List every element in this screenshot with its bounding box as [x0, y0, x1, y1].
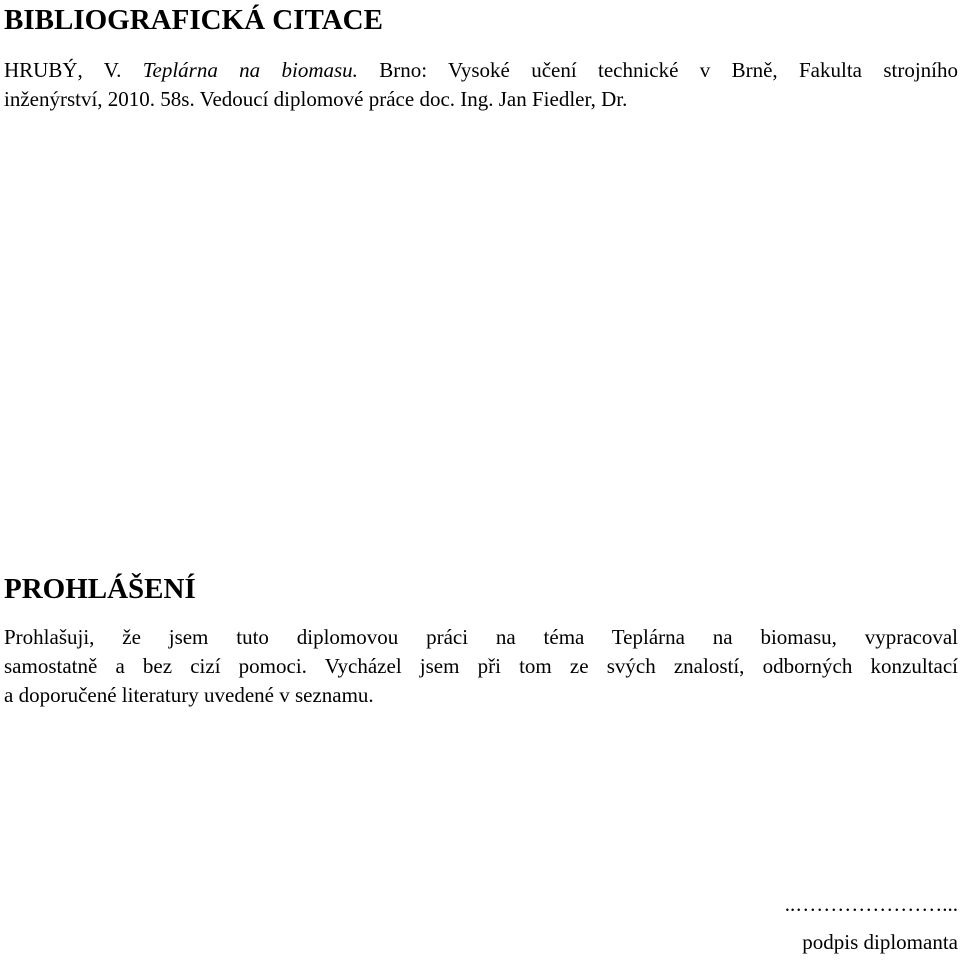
declaration-heading: PROHLÁŠENÍ	[4, 573, 196, 605]
declaration-line-3: a doporučené literatury uvedené v seznamu.	[4, 683, 374, 707]
declaration-paragraph	[4, 623, 958, 710]
citation-paragraph	[4, 56, 958, 114]
declaration-line-2: samostatně a bez cizí pomoci. Vycházel jsem při tom ze svých znalostí, odborných konzultací	[4, 654, 958, 678]
declaration-line-1: Prohlašuji, že jsem tuto diplomovou práci na téma Teplárna na biomasu, vypracoval	[4, 625, 958, 649]
citation-title: Teplárna na biomasu.	[142, 58, 358, 82]
citation-line-2: inženýrství, 2010. 58s. Vedoucí diplomové práce doc. Ing. Jan Fiedler, Dr.	[4, 87, 628, 111]
citation-heading: BIBLIOGRAFICKÁ CITACE	[4, 4, 383, 36]
citation-author: HRUBÝ, V.	[4, 58, 122, 82]
citation-publisher: Brno: Vysoké učení technické v Brně, Fakulta strojního	[379, 58, 958, 82]
signature-caption: podpis diplomanta	[802, 930, 958, 954]
citation-line-1	[4, 56, 958, 85]
signature-dotted-line: ..…………………...	[784, 892, 958, 916]
